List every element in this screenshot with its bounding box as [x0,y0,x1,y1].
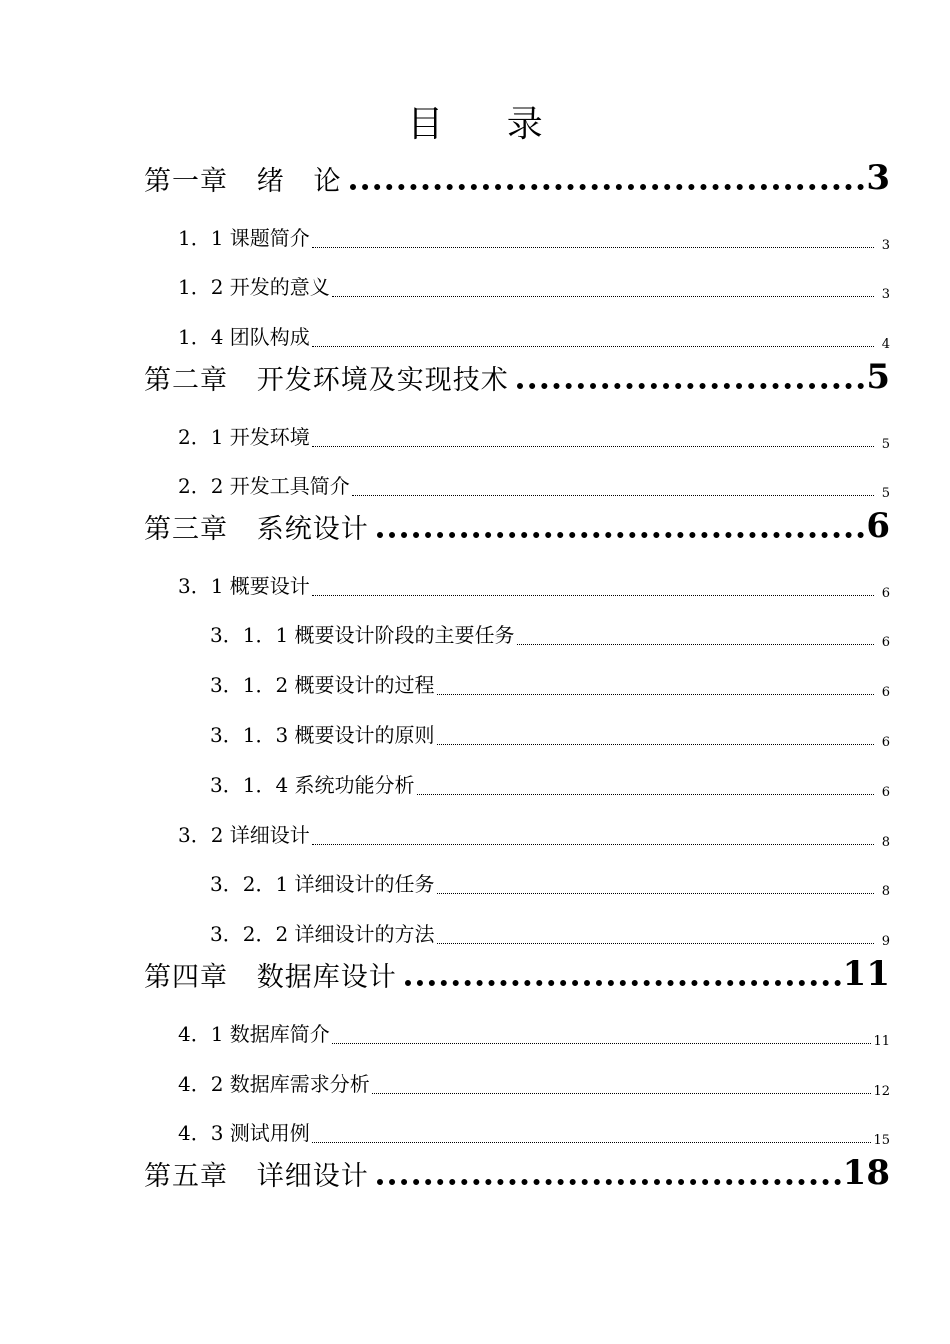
dot-leader [372,1093,872,1094]
toc-page-number: 5 [881,486,890,501]
toc-entry-label: 1．2 开发的意义 [178,275,330,299]
toc-entry-label: 3．2 详细设计 [178,823,310,847]
dot-leader [437,943,874,944]
toc-entry-label: 第一章 绪 论 [144,166,342,197]
toc-section-4-1[interactable] [178,1017,890,1047]
toc-entry-label: 1．4 团队构成 [178,325,310,349]
dot-leader [405,980,841,986]
dot-leader [437,893,874,894]
dot-leader [312,844,874,845]
toc-page-number: 11 [842,954,890,994]
toc-page-number: 5 [881,437,890,452]
toc-entry-label: 3．1．4 系统功能分析 [210,773,415,797]
toc-page-number: 8 [881,835,890,850]
toc-page-number: 9 [881,934,890,949]
dot-leader [417,794,874,795]
toc-page-number: 6 [881,785,890,800]
toc-page-number: 3 [881,238,890,253]
dot-leader [377,1179,841,1185]
dot-leader [517,644,874,645]
dot-leader [332,1043,872,1044]
toc-entry-label: 3．1．3 概要设计的原则 [210,723,435,747]
dot-leader [517,383,865,389]
toc-subsection-3-2-2[interactable] [210,917,890,947]
toc-section-2-2[interactable] [178,469,890,499]
page-title: 目 录 [407,104,569,145]
toc-page-number: 15 [873,1133,890,1148]
toc-entry-label: 第五章 详细设计 [144,1161,369,1192]
toc-page-number: 6 [881,635,890,650]
toc-entry-label: 2．1 开发环境 [178,425,310,449]
toc-page-number: 6 [866,506,890,546]
dot-leader [312,346,874,347]
toc-section-2-1[interactable] [178,420,890,450]
dot-leader [377,532,865,538]
toc-chapter-2[interactable] [144,354,890,398]
toc-page-number: 18 [842,1153,890,1193]
toc-section-4-2[interactable] [178,1067,890,1097]
toc-entry-label: 3．2．1 详细设计的任务 [210,872,435,896]
toc-entry-label: 4．1 数据库简介 [178,1022,330,1046]
toc-subsection-3-1-4[interactable] [210,768,890,798]
toc-section-3-2[interactable] [178,818,890,848]
toc-entry-label: 3．1．2 概要设计的过程 [210,673,435,697]
toc-entry-label: 第二章 开发环境及实现技术 [144,365,509,396]
toc-entry-label: 第四章 数据库设计 [144,962,397,993]
toc-page-number: 3 [866,158,890,198]
toc-chapter-4[interactable] [144,951,890,995]
toc-subsection-3-1-1[interactable] [210,618,890,648]
toc-page-number: 8 [881,884,890,899]
toc-section-1-4[interactable] [178,320,890,350]
toc-section-1-2[interactable] [178,270,890,300]
toc-entry-label: 2．2 开发工具简介 [178,474,350,498]
dot-leader [437,744,874,745]
toc-entry-label: 4．3 测试用例 [178,1121,310,1145]
toc-chapter-1[interactable] [144,155,890,199]
dot-leader [350,184,865,190]
dot-leader [332,296,874,297]
toc-subsection-3-1-2[interactable] [210,668,890,698]
toc-page-number: 4 [881,337,890,352]
toc-page-number: 6 [881,685,890,700]
toc-page-number: 6 [881,586,890,601]
dot-leader [352,495,874,496]
toc-entry-label: 3．2．2 详细设计的方法 [210,922,435,946]
toc-subsection-3-1-3[interactable] [210,718,890,748]
toc-subsection-3-2-1[interactable] [210,867,890,897]
toc-page-number: 11 [873,1034,890,1049]
toc-entry-label: 3．1 概要设计 [178,574,310,598]
toc-section-1-1[interactable] [178,221,890,251]
toc-page-number: 5 [866,357,890,397]
dot-leader [312,446,874,447]
dot-leader [312,1142,872,1143]
toc-entry-label: 3．1．1 概要设计阶段的主要任务 [210,623,515,647]
toc-chapter-5[interactable] [144,1150,890,1194]
toc-chapter-3[interactable] [144,503,890,547]
toc-entry-label: 4．2 数据库需求分析 [178,1072,370,1096]
toc-entry-label: 1．1 课题简介 [178,226,310,250]
toc-section-3-1[interactable] [178,569,890,599]
dot-leader [437,694,874,695]
toc-page-number: 6 [881,735,890,750]
toc-page-number: 3 [881,287,890,302]
dot-leader [312,595,874,596]
toc-section-4-3[interactable] [178,1116,890,1146]
dot-leader [312,247,874,248]
toc-page-number: 12 [873,1084,890,1099]
toc-entry-label: 第三章 系统设计 [144,514,369,545]
